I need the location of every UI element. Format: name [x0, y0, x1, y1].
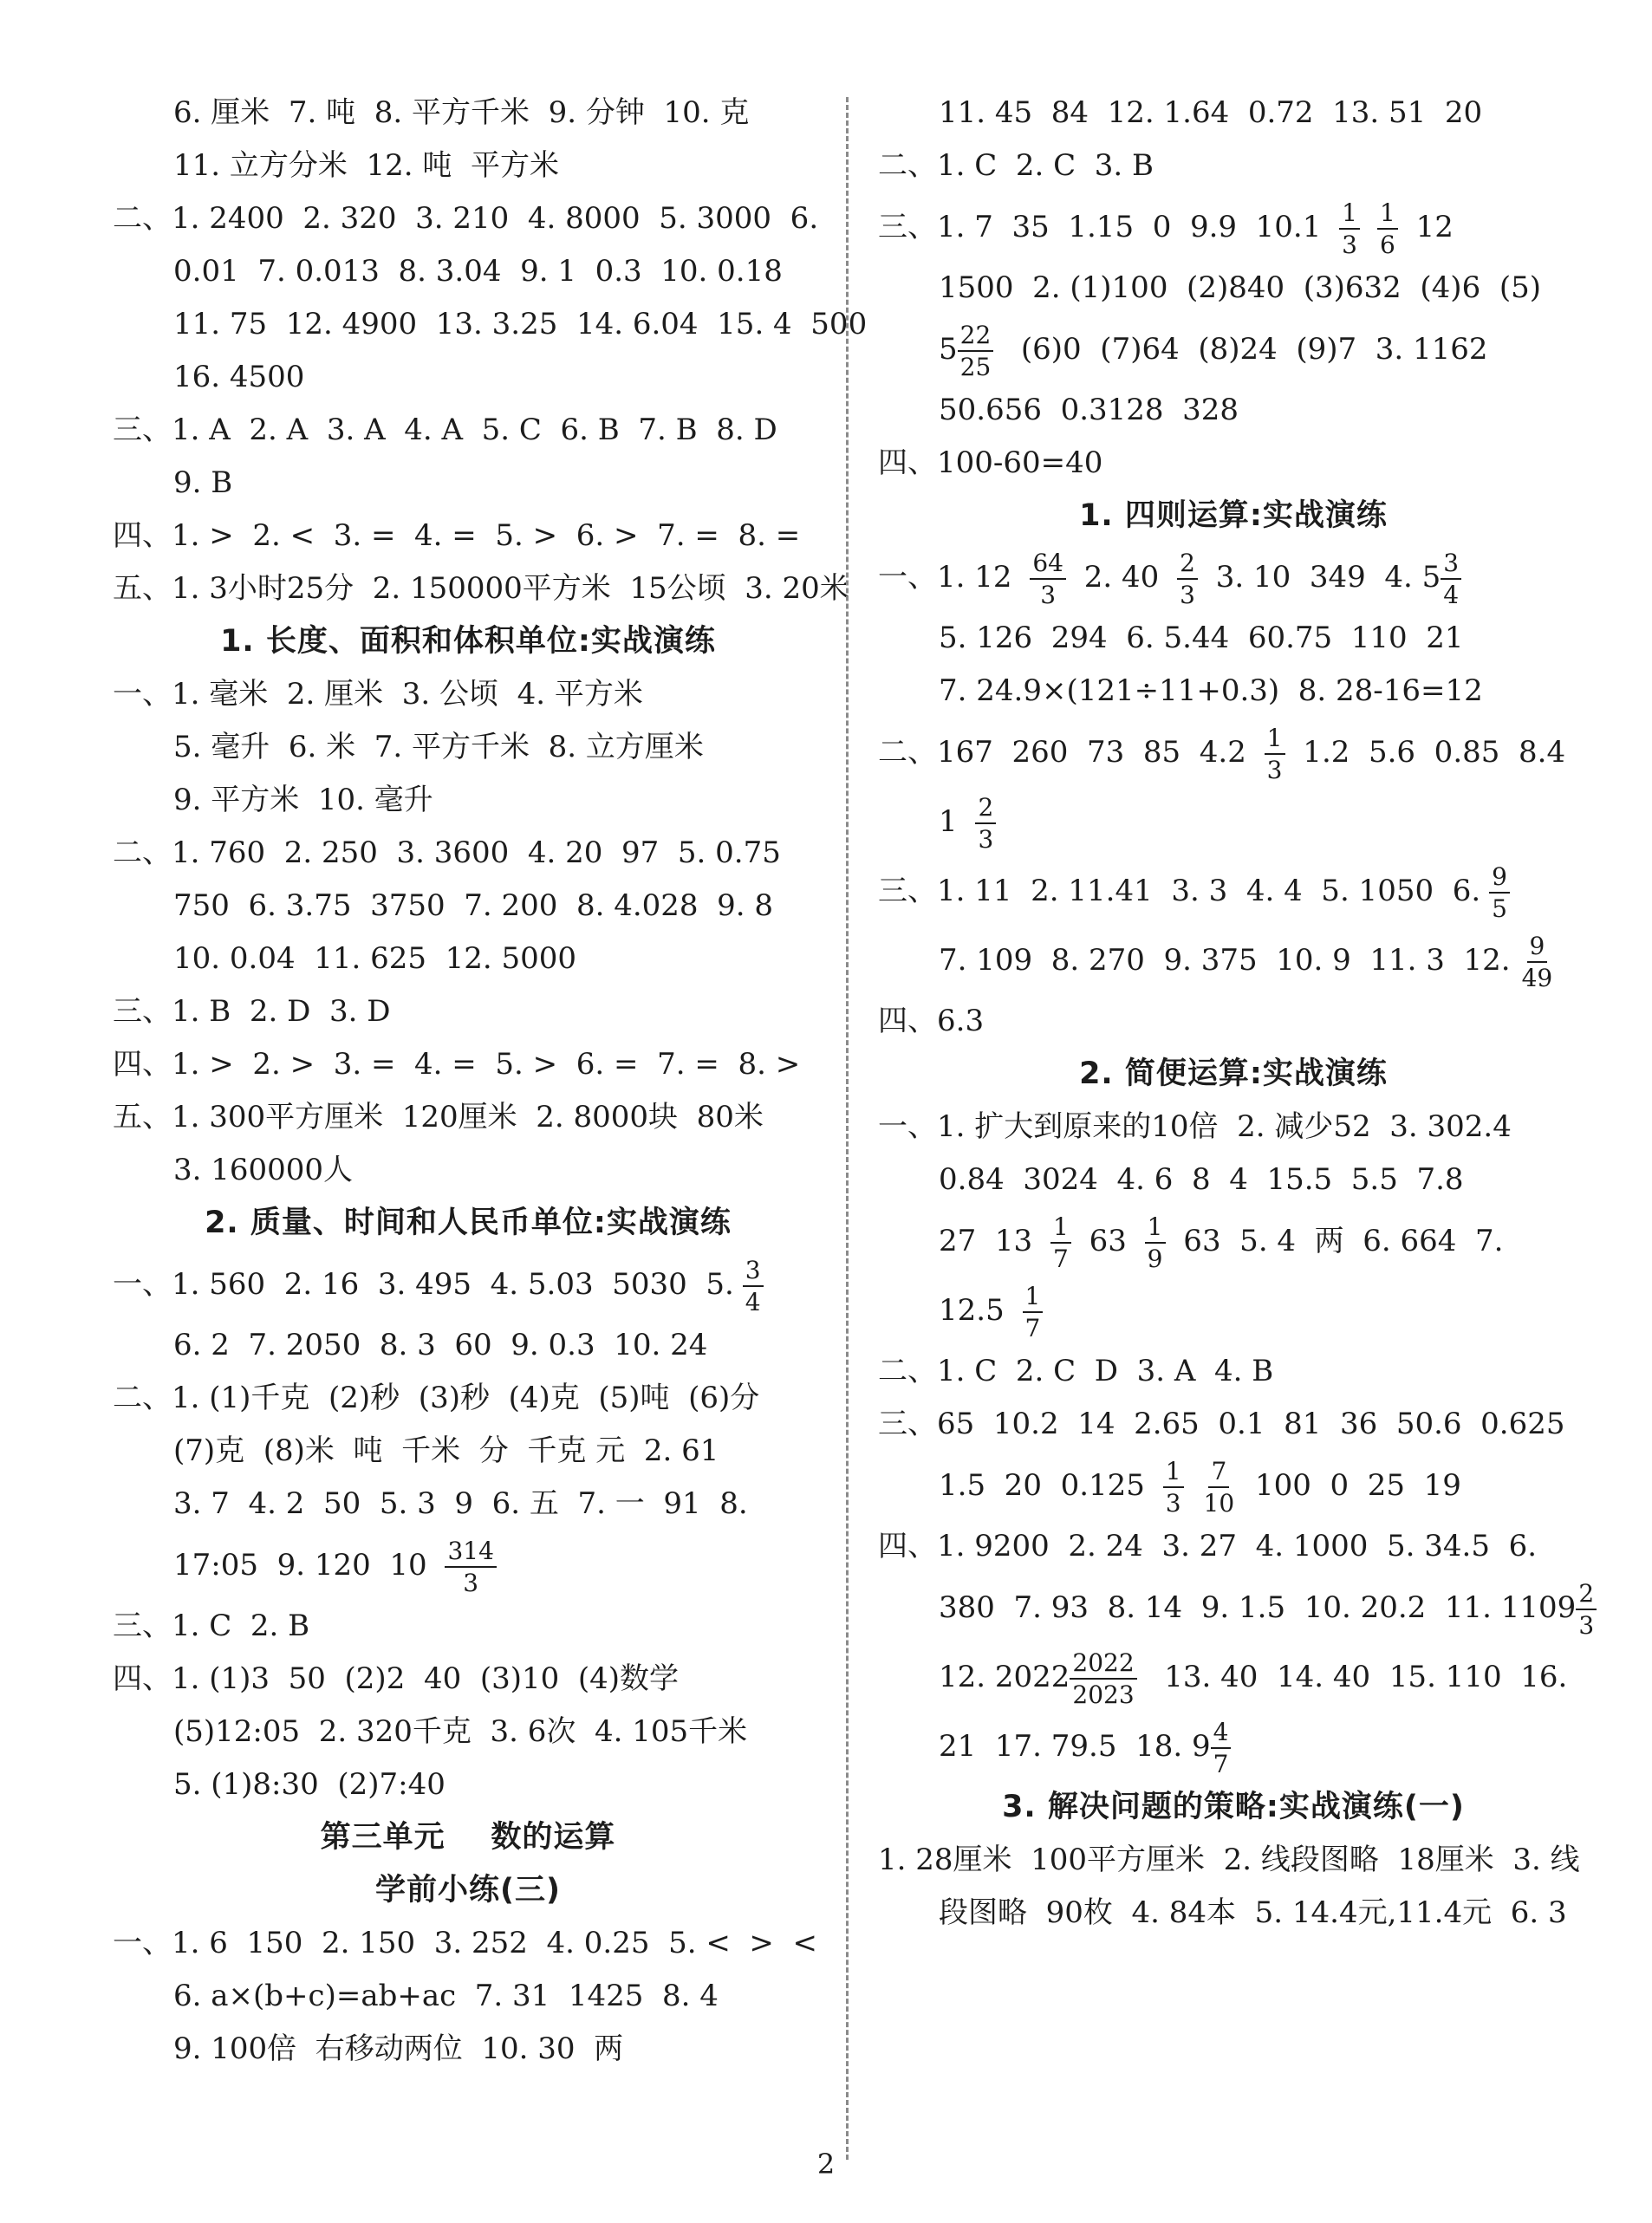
answer-line — [113, 510, 823, 562]
section-heading — [113, 615, 823, 668]
answer-text: 5. (1)8:30 (2)7:40 — [173, 1767, 446, 1802]
answer-line — [113, 880, 823, 933]
answer-text: 学前小练(三) — [375, 1873, 561, 1908]
answer-text: 三、1. 11 2. 11.41 3. 3 4. 4 5. 1050 6. — [878, 874, 1481, 908]
answer-text: 1. 28厘米 100平方厘米 2. 线段图略 18厘米 3. 线 — [878, 1843, 1580, 1877]
answer-text: 6. a×(b+c)=ab+ac 7. 31 1425 8. 4 — [173, 1979, 719, 2013]
answer-text: 四、6.3 — [878, 1004, 985, 1038]
answer-line — [878, 787, 1589, 856]
fraction-numerator: 64 — [1030, 551, 1066, 580]
answer-line — [113, 87, 823, 140]
answer-text: 五、1. 3小时25分 2. 150000平方米 15公顷 3. 20米 — [113, 571, 849, 606]
answer-text: 63 5. 4 两 6. 664 7. — [1174, 1224, 1504, 1258]
answer-text: 12 — [1406, 210, 1454, 244]
fraction-numerator: 22 — [958, 323, 994, 352]
answer-line — [113, 827, 823, 880]
answer-line — [113, 774, 823, 827]
answer-text: 二、1. 2400 2. 320 3. 210 4. 8000 5. 3000 6. — [113, 201, 819, 236]
answer-line — [878, 1345, 1589, 1398]
fraction — [1339, 198, 1360, 259]
answer-text: 16. 4500 — [173, 360, 305, 394]
answer-line — [878, 140, 1589, 192]
answer-line — [113, 668, 823, 721]
answer-text: 四、1. 9200 2. 24 3. 27 4. 1000 5. 34.5 6. — [878, 1529, 1538, 1563]
answer-text: 750 6. 3.75 3750 7. 200 8. 4.028 9. 8 — [173, 888, 774, 923]
fraction-numerator: 2 — [1177, 551, 1198, 580]
answer-text: 27 13 — [939, 1224, 1042, 1258]
answer-text: 63 — [1079, 1224, 1136, 1258]
answer-line — [878, 1154, 1589, 1206]
fraction-numerator: 314 — [445, 1539, 496, 1568]
fraction-denominator: 25 — [959, 352, 992, 381]
answer-text: 12.5 — [939, 1293, 1014, 1328]
answer-text: 1 — [939, 804, 967, 839]
fraction — [1145, 1212, 1166, 1273]
answer-text: 四、1. (1)3 50 (2)2 40 (3)10 (4)数学 — [113, 1661, 680, 1696]
fraction-numerator: 1 — [1145, 1215, 1166, 1244]
fraction-numerator: 1 — [1050, 1215, 1071, 1244]
fraction-numerator: 9 — [1527, 934, 1548, 963]
left-column — [113, 87, 868, 2076]
answer-text: (7)克 (8)米 吨 千米 分 千克 元 2. 61 — [173, 1433, 719, 1468]
answer-line — [878, 926, 1589, 995]
answer-text: 二、1. 760 2. 250 3. 3600 4. 20 97 5. 0.75 — [113, 835, 781, 870]
answer-line — [878, 384, 1589, 437]
answer-line — [878, 1276, 1589, 1345]
section-heading — [878, 490, 1589, 543]
fraction — [1201, 1456, 1238, 1518]
fraction-denominator: 7 — [1024, 1313, 1041, 1342]
fraction — [1519, 931, 1556, 992]
answer-text: 四、100-60=40 — [878, 445, 1103, 480]
fraction-numerator: 4 — [1211, 1720, 1232, 1749]
fraction-denominator: 6 — [1379, 230, 1395, 259]
answer-line — [113, 298, 868, 351]
answer-text: 100 0 25 19 — [1246, 1468, 1461, 1503]
answer-text: 3. 解决问题的策略:实战演练(一) — [1002, 1790, 1465, 1824]
answer-line — [878, 437, 1589, 490]
right-column — [878, 87, 1595, 1940]
answer-text: (5)12:05 2. 320千克 3. 6次 4. 105千米 — [173, 1714, 748, 1749]
answer-line — [113, 1917, 823, 1970]
fraction-numerator: 7 — [1208, 1459, 1229, 1488]
answer-text: 0.84 3024 4. 6 8 4 15.5 5.5 7.8 — [939, 1162, 1464, 1197]
answer-text: 0.01 7. 0.013 8. 3.04 9. 1 0.3 10. 0.18 — [173, 254, 783, 289]
answer-line — [113, 1425, 823, 1478]
fraction-numerator: 3 — [1441, 551, 1461, 580]
fraction-denominator: 3 — [978, 824, 994, 854]
answer-line — [878, 1101, 1589, 1154]
fraction — [1070, 1648, 1136, 1709]
answer-text: 9. 100倍 右移动两位 10. 30 两 — [173, 2031, 624, 2066]
answer-line — [878, 1451, 1589, 1520]
answer-line — [878, 1887, 1589, 1940]
fraction-numerator: 1 — [1339, 201, 1360, 230]
answer-line — [878, 87, 1589, 140]
fraction-denominator: 7 — [1213, 1749, 1229, 1778]
answer-text: 1. 长度、面积和体积单位:实战演练 — [220, 624, 716, 659]
answer-text: 11. 立方分米 12. 吨 平方米 — [173, 148, 559, 183]
fraction-numerator: 2 — [975, 796, 996, 824]
answer-text: 一、1. 毫米 2. 厘米 3. 公顷 4. 平方米 — [113, 677, 643, 712]
answer-line — [113, 245, 823, 298]
answer-text: 5. 毫升 6. 米 7. 平方千米 8. 立方厘米 — [173, 730, 704, 764]
answer-line — [878, 262, 1589, 315]
section-heading — [878, 1048, 1589, 1101]
answer-line — [113, 933, 823, 985]
answer-text: 三、65 10.2 14 2.65 0.1 81 36 50.6 0.625 — [878, 1407, 1565, 1441]
answer-text: 1.2 5.6 0.85 8.4 — [1293, 735, 1566, 770]
fraction-denominator: 3 — [463, 1568, 479, 1597]
fraction-numerator: 1 — [1163, 1459, 1184, 1488]
fraction-numerator: 9 — [1489, 865, 1510, 894]
fraction-numerator: 2022 — [1070, 1651, 1136, 1680]
fraction — [743, 1255, 764, 1316]
fraction — [1023, 1281, 1044, 1342]
fraction-denominator: 3 — [1342, 230, 1357, 259]
answer-text: 1500 2. (1)100 (2)840 (3)632 (4)6 (5) — [939, 270, 1541, 305]
answer-text: 二、1. C 2. C 3. B — [878, 148, 1154, 183]
answer-line — [878, 856, 1589, 926]
answer-text: 2. 简便运算:实战演练 — [1079, 1056, 1388, 1091]
fraction-numerator: 3 — [743, 1258, 764, 1287]
answer-line — [113, 562, 849, 615]
answer-text: 17:05 9. 120 10 — [173, 1548, 437, 1583]
answer-text: 6. 2 7. 2050 8. 3 60 9. 0.3 10. 24 — [173, 1328, 708, 1362]
fraction — [1377, 198, 1398, 259]
answer-line — [113, 1600, 823, 1653]
answer-text: 7. 109 8. 270 9. 375 10. 9 11. 3 12. — [939, 943, 1511, 978]
answer-line — [113, 721, 823, 774]
answer-line — [878, 1520, 1589, 1573]
answer-text: 9. 平方米 10. 毫升 — [173, 783, 433, 817]
answer-text: 五、1. 300平方厘米 120厘米 2. 8000块 80米 — [113, 1100, 764, 1134]
fraction-denominator: 3 — [1578, 1610, 1595, 1640]
answer-text: 12. 2022 — [939, 1660, 1070, 1694]
answer-text: 2. 40 — [1074, 560, 1169, 595]
answer-text: 1. 四则运算:实战演练 — [1079, 498, 1388, 533]
fraction — [975, 792, 996, 854]
fraction-denominator: 4 — [745, 1287, 761, 1316]
answer-text: 三、1. A 2. A 3. A 4. A 5. C 6. B 7. B 8. D — [113, 413, 777, 447]
fraction-denominator: 7 — [1052, 1244, 1069, 1273]
answer-text: 2. 质量、时间和人民币单位:实战演练 — [205, 1206, 732, 1240]
answer-text: 5. 126 294 6. 5.44 60.75 110 21 — [939, 621, 1464, 655]
answer-line — [113, 1653, 823, 1706]
fraction — [1211, 1717, 1232, 1778]
fraction — [1177, 548, 1198, 609]
fraction-numerator: 1 — [1023, 1284, 1044, 1313]
fraction — [1489, 861, 1510, 923]
answer-text: 13. 40 14. 40 15. 110 16. — [1145, 1660, 1568, 1694]
answer-text: 一、1. 560 2. 16 3. 495 4. 5.03 5030 5. — [113, 1267, 734, 1302]
answer-text: 二、167 260 73 85 4.2 — [878, 735, 1256, 770]
answer-line — [878, 1398, 1589, 1451]
section-heading — [113, 1197, 823, 1250]
answer-text: 一、1. 扩大到原来的10倍 2. 减少52 3. 302.4 — [878, 1109, 1512, 1144]
fraction-numerator: 2 — [1576, 1582, 1597, 1610]
fraction — [1576, 1578, 1597, 1640]
answer-line — [878, 1834, 1589, 1887]
fraction-numerator: 1 — [1377, 201, 1398, 230]
answer-text: 一、1. 12 — [878, 560, 1022, 595]
answer-line — [878, 995, 1589, 1048]
answer-line — [113, 985, 823, 1038]
fraction-denominator: 3 — [1266, 755, 1283, 784]
answer-text: 1.5 20 0.125 — [939, 1468, 1154, 1503]
fraction-denominator: 3 — [1165, 1488, 1181, 1518]
answer-text: 四、1. > 2. > 3. = 4. = 5. > 6. = 7. = 8. > — [113, 1047, 801, 1082]
answer-line — [113, 1758, 823, 1811]
answer-text: 一、1. 6 150 2. 150 3. 252 4. 0.25 5. < > < — [113, 1926, 818, 1960]
section-heading — [113, 1864, 823, 1917]
answer-text: 3. 10 349 4. 5 — [1206, 560, 1441, 595]
answer-text: 三、1. B 2. D 3. D — [113, 994, 391, 1029]
answer-line — [878, 612, 1589, 665]
answer-line — [878, 718, 1589, 787]
answer-line — [113, 1706, 823, 1758]
answer-text: 7. 24.9×(121÷11+0.3) 8. 28-16=12 — [939, 673, 1483, 708]
answer-line — [878, 192, 1589, 262]
fraction-denominator: 49 — [1521, 963, 1553, 992]
fraction — [1050, 1212, 1071, 1273]
fraction — [958, 320, 994, 381]
answer-line — [113, 1091, 823, 1144]
answer-line — [878, 543, 1589, 612]
answer-text: 11. 75 12. 4900 13. 3.25 14. 6.04 15. 4 500 — [173, 307, 868, 341]
answer-line — [113, 1372, 823, 1425]
fraction — [1265, 723, 1285, 784]
answer-text: 二、1. C 2. C D 3. A 4. B — [878, 1354, 1274, 1388]
answer-text: 三、1. 7 35 1.15 0 9.9 10.1 — [878, 210, 1331, 244]
answer-line — [878, 1206, 1589, 1276]
page-number: 2 — [816, 2148, 836, 2181]
fraction-denominator: 3 — [1180, 580, 1195, 609]
answer-line — [878, 315, 1589, 384]
answer-line — [113, 1144, 823, 1197]
section-heading — [113, 1811, 823, 1864]
answer-text: 11. 45 84 12. 1.64 0.72 13. 51 20 — [939, 95, 1483, 130]
column-divider — [846, 97, 849, 2160]
answer-line — [113, 1531, 823, 1600]
answer-text: 3. 7 4. 2 50 5. 3 9 6. 五 7. 一 91 8. — [173, 1486, 748, 1521]
fraction-numerator: 1 — [1265, 726, 1285, 755]
answer-line — [113, 457, 823, 510]
fraction-denominator: 3 — [1040, 580, 1057, 609]
fraction — [1030, 548, 1066, 609]
answer-line — [113, 1478, 823, 1531]
answer-text: 5 — [939, 332, 958, 367]
answer-text: 21 17. 79.5 18. 9 — [939, 1729, 1211, 1764]
answer-text: 第三单元 数的运算 — [320, 1820, 616, 1855]
answer-text: 二、1. (1)千克 (2)秒 (3)秒 (4)克 (5)吨 (6)分 — [113, 1381, 760, 1415]
answer-line — [113, 404, 823, 457]
fraction-denominator: 10 — [1203, 1488, 1235, 1518]
answer-line — [878, 1573, 1595, 1642]
answer-line — [878, 1712, 1589, 1781]
answer-text: 三、1. C 2. B — [113, 1609, 310, 1643]
fraction-denominator: 2023 — [1072, 1680, 1135, 1709]
answer-line — [113, 1319, 823, 1372]
fraction-denominator: 5 — [1492, 894, 1507, 923]
answer-line — [113, 140, 823, 192]
section-heading — [878, 1781, 1589, 1834]
fraction — [1163, 1456, 1184, 1518]
fraction — [445, 1536, 496, 1597]
answer-text: 6. 厘米 7. 吨 8. 平方千米 9. 分钟 10. 克 — [173, 95, 750, 130]
answer-text: 段图略 90枚 4. 84本 5. 14.4元,11.4元 6. 3 — [939, 1895, 1567, 1930]
answer-line — [113, 192, 823, 245]
fraction-denominator: 9 — [1147, 1244, 1163, 1273]
answer-line — [878, 1642, 1589, 1712]
answer-line — [113, 1970, 823, 2023]
answer-text: 3. 160000人 — [173, 1153, 354, 1187]
answer-text: 9. B — [173, 465, 233, 500]
answer-line — [113, 2023, 823, 2076]
fraction-denominator: 4 — [1443, 580, 1460, 609]
answer-text: 380 7. 93 8. 14 9. 1.5 10. 20.2 11. 1109 — [939, 1590, 1577, 1625]
answer-text: 四、1. > 2. < 3. = 4. = 5. > 6. > 7. = 8. = — [113, 518, 801, 553]
answer-line — [113, 351, 823, 404]
answer-line — [878, 665, 1589, 718]
fraction — [1441, 548, 1461, 609]
answer-text: 50.656 0.3128 328 — [939, 393, 1239, 427]
answer-text: (6)0 (7)64 (8)24 (9)7 3. 1162 — [1002, 332, 1488, 367]
answer-text: 10. 0.04 11. 625 12. 5000 — [173, 941, 576, 976]
answer-line — [113, 1038, 823, 1091]
answer-line — [113, 1250, 823, 1319]
